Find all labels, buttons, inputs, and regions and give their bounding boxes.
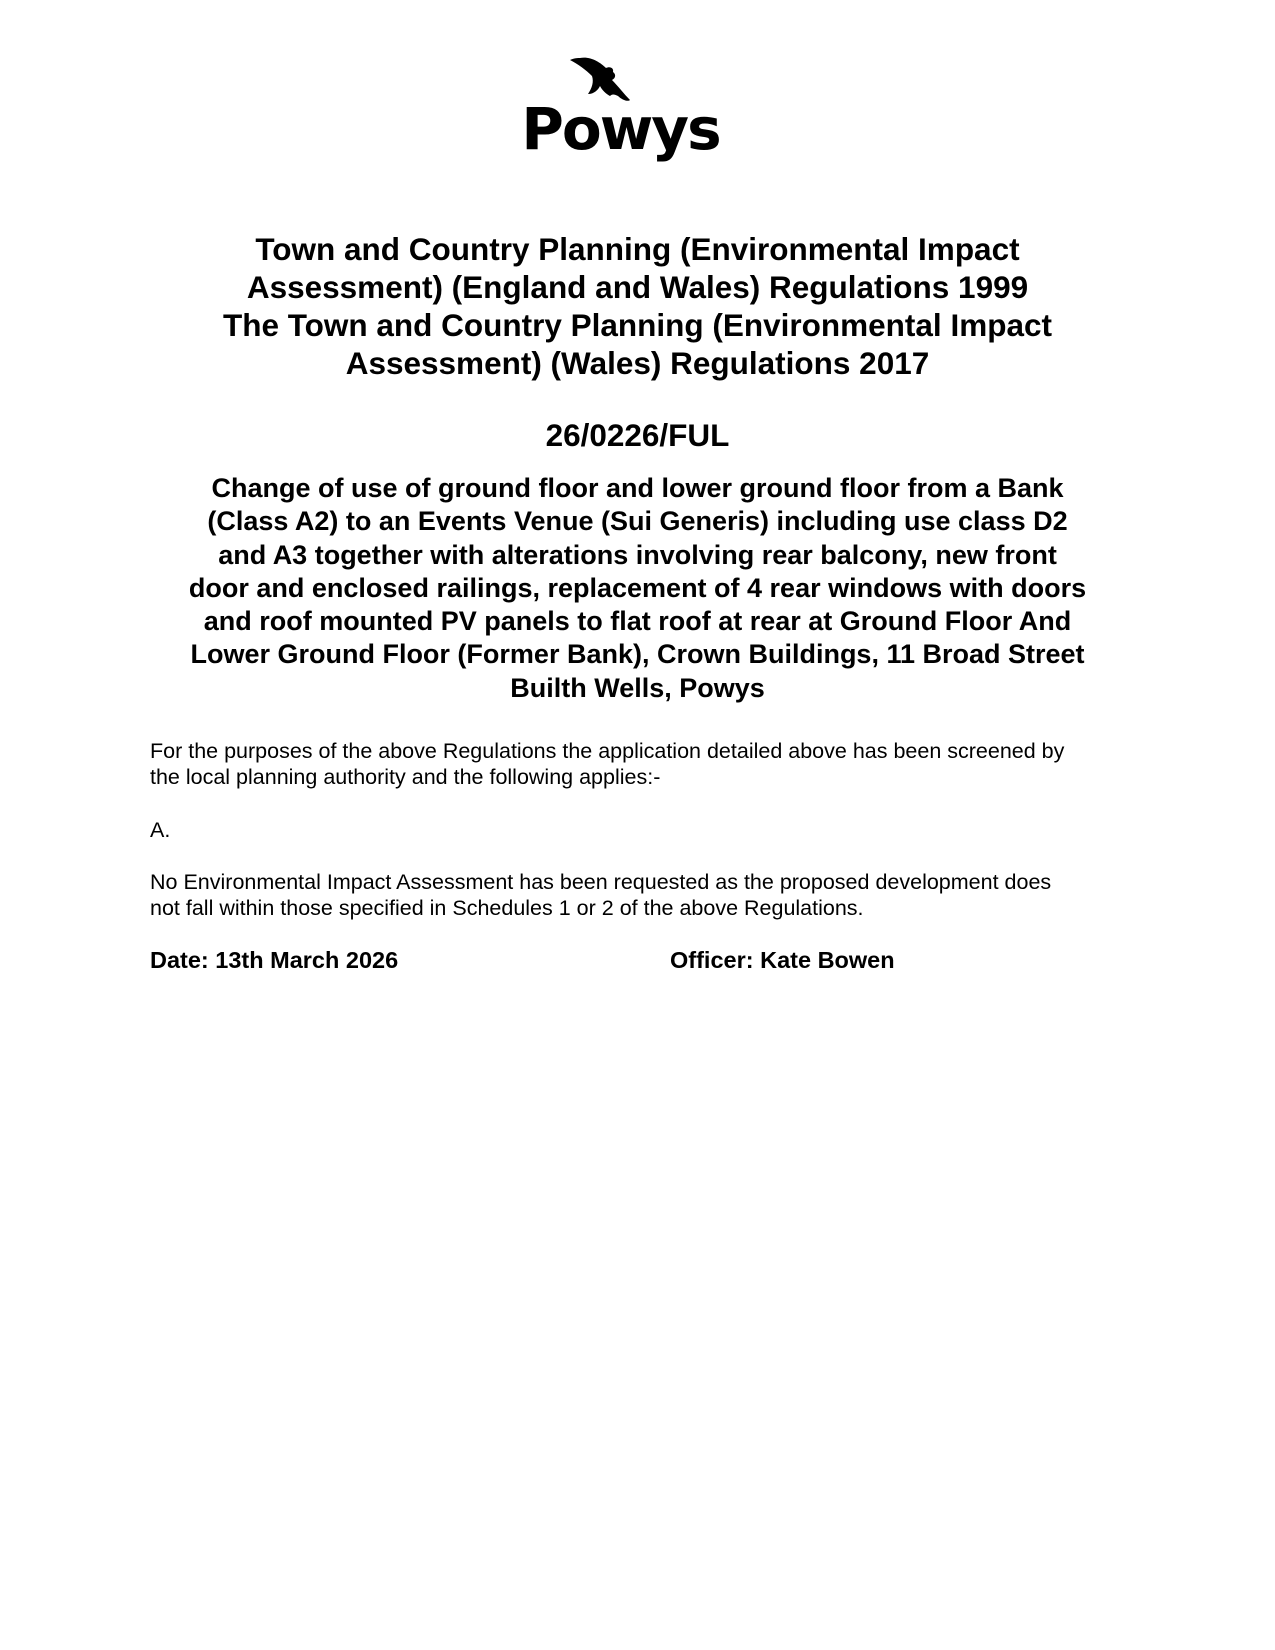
description-line: and roof mounted PV panels to flat roof at rear at Ground Floor And — [203, 606, 1072, 637]
officer-name: Officer: Kate Bowen — [670, 947, 895, 973]
description-line: Lower Ground Floor (Former Bank), Crown Buildings, 11 Broad Street — [190, 639, 1085, 670]
description-line: Change of use of ground floor and lower ground floor from a Bank — [211, 473, 1064, 503]
description-line: (Class A2) to an Events Venue (Sui Generis) including use class D2 — [207, 506, 1068, 537]
statement-line: the local planning authority and the following applies:- — [150, 765, 661, 789]
application-reference: 26/0226/FUL — [545, 417, 730, 453]
regulations-heading — [130, 230, 1145, 382]
decision-date: Date: 13th March 2026 — [150, 947, 399, 973]
statement-line: For the purposes of the above Regulations the application detailed above has been screened by — [150, 739, 1065, 763]
outcome-code: A. — [150, 818, 171, 842]
description-line: Builth Wells, Powys — [510, 672, 765, 703]
logo-wordmark: Powys — [521, 95, 720, 163]
regulations-line: Assessment) (Wales) Regulations 2017 — [345, 345, 930, 381]
outcome-line: not fall within those specified in Schedules 1 or 2 of the above Regulations. — [150, 896, 864, 920]
powys-logo — [518, 50, 723, 180]
application-description — [130, 472, 1145, 705]
regulations-line: Assessment) (England and Wales) Regulations 1999 — [246, 269, 1029, 305]
outcome-line: No Environmental Impact Assessment has been requested as the proposed development does — [150, 870, 1052, 894]
outcome-text — [150, 869, 1150, 921]
description-line: and A3 together with alterations involving rear balcony, new front — [218, 539, 1057, 570]
description-line: door and enclosed railings, replacement of 4 rear windows with doors — [188, 572, 1087, 603]
regulations-line: Town and Country Planning (Environmental Impact — [255, 231, 1020, 267]
regulations-line: The Town and Country Planning (Environmental Impact — [223, 307, 1052, 343]
screening-statement — [150, 738, 1150, 790]
